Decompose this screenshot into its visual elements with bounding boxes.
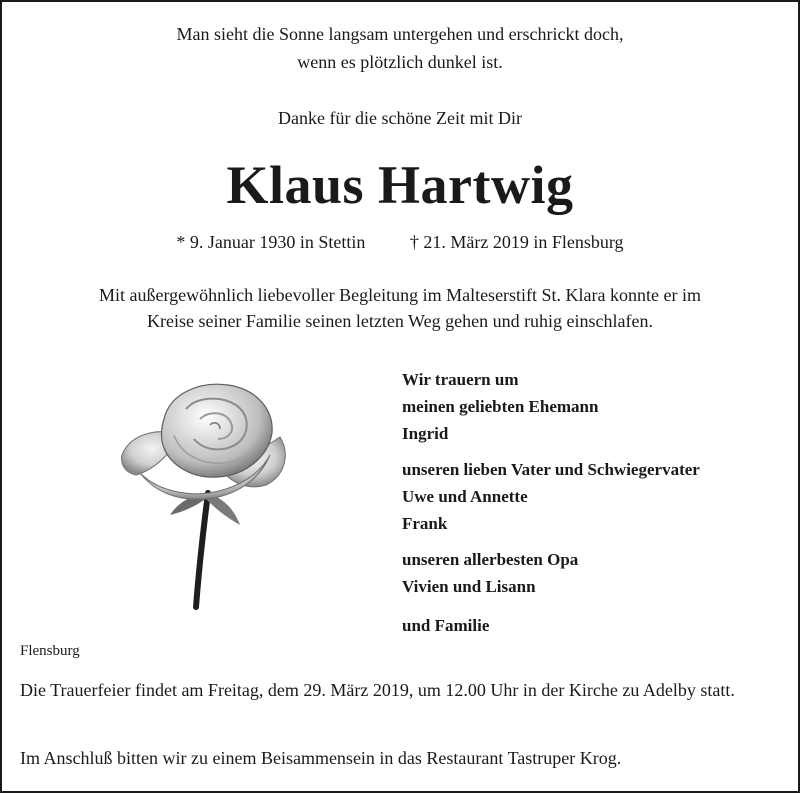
bio-text [0, 282, 800, 334]
wife-heading: meinen geliebten Ehemann [402, 397, 599, 416]
mourners-wife-group [402, 366, 792, 447]
wife-name: Ingrid [402, 424, 449, 443]
children-names-1: Uwe und Annette [402, 487, 528, 506]
birth-date: * 9. Januar 1930 in Stettin [176, 232, 366, 252]
thanks-line: Danke für die schöne Zeit mit Dir [278, 108, 522, 128]
children-heading: unseren lieben Vater und Schwiegervater [402, 460, 700, 479]
bio-line-1: Mit außergewöhnlich liebevoller Begleitung im Malteserstift St. Klara konnte er im [98, 285, 702, 305]
mourners-grandchildren-group [402, 546, 792, 600]
children-names-2: Frank [402, 514, 448, 533]
grandchildren-names: Vivien und Lisann [402, 577, 536, 596]
poem [0, 20, 800, 76]
mourners-family: und Familie [402, 616, 490, 635]
funeral-info: Die Trauerfeier findet am Freitag, dem 29. März 2019, um 12.00 Uhr in der Kirche zu Adelby statt. [20, 680, 735, 700]
poem-line-2: wenn es plötzlich dunkel ist. [297, 52, 503, 72]
mourners-intro: Wir trauern um [402, 370, 519, 389]
deceased-name: Klaus Hartwig [226, 155, 574, 215]
mourners-children-group [402, 456, 792, 537]
bio-line-2: Kreise seiner Familie seinen letzten Weg gehen und ruhig einschlafen. [146, 311, 654, 331]
place-name: Flensburg [20, 643, 80, 659]
life-dates [0, 229, 800, 255]
death-date: † 21. März 2019 in Flensburg [409, 232, 624, 252]
rose-image [100, 375, 300, 615]
poem-line-1: Man sieht die Sonne langsam untergehen und erschrickt doch, [176, 24, 624, 44]
mourners-list [402, 366, 792, 648]
reception-info: Im Anschluß bitten wir zu einem Beisammensein in das Restaurant Tastruper Krog. [20, 748, 622, 768]
grandchildren-heading: unseren allerbesten Opa [402, 550, 579, 569]
